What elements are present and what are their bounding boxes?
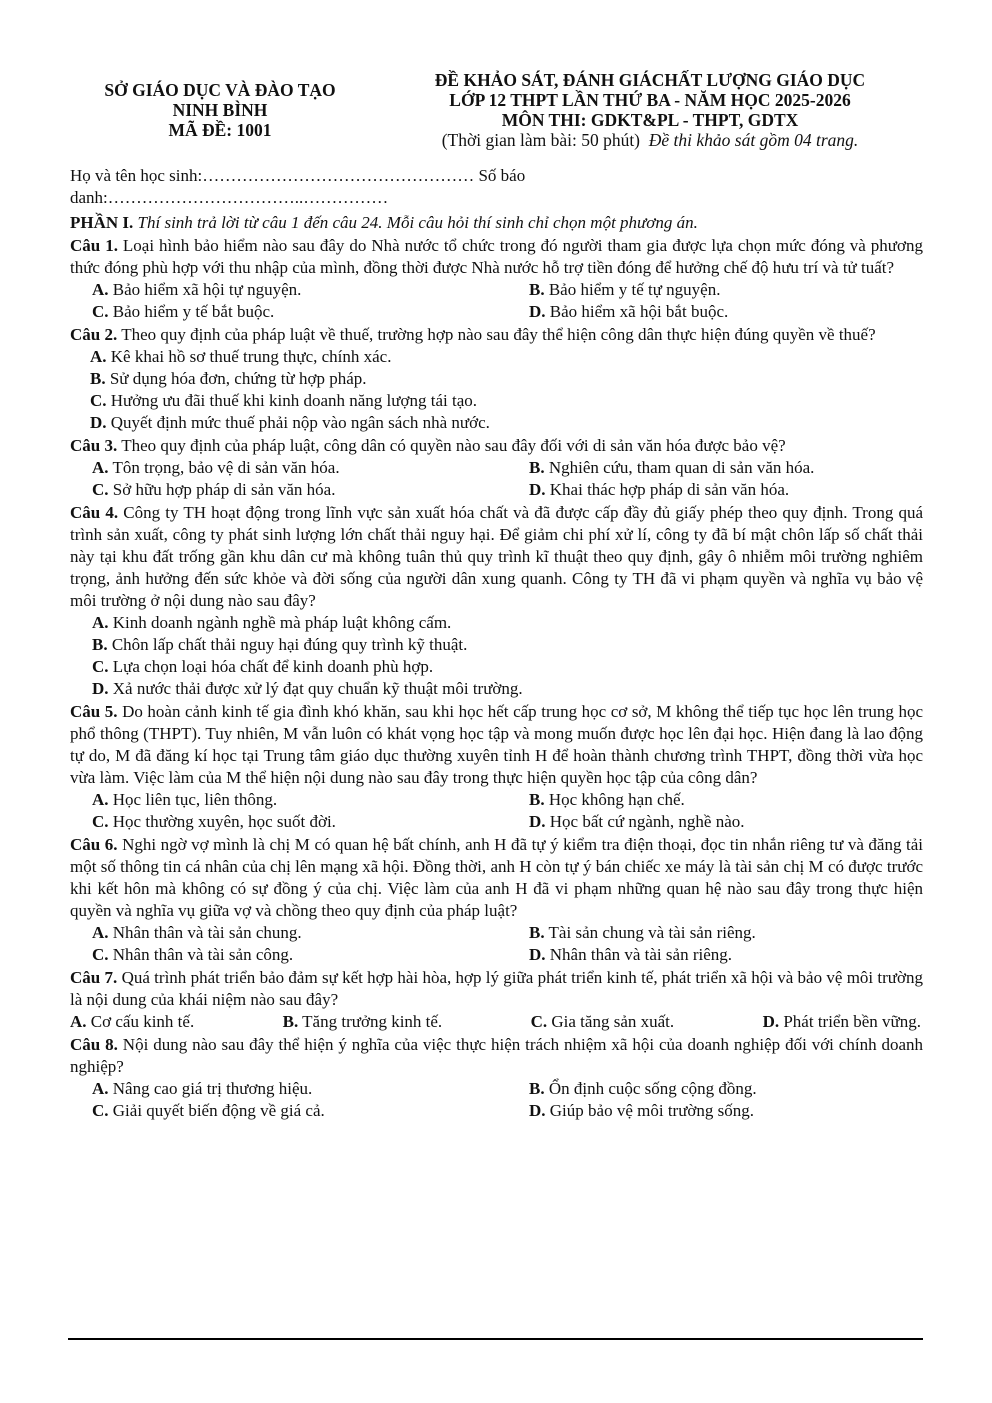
option: B. Tài sản chung và tài sản riêng.: [529, 923, 756, 942]
option: B. Học không hạn chế.: [529, 790, 685, 809]
options: [70, 1078, 923, 1122]
question-number: Câu 1.: [70, 236, 118, 255]
question-text: Do hoàn cảnh kinh tế gia đình khó khăn, sau khi học hết cấp trung học cơ sở, M không thể tiếp tục học lên trung học phổ thông (THPT). Tuy nhiên, M vẫn luôn có khát vọng học tập và mong muốn được học lên đại học. Hiện đang là lao động tự do, M đã đăng kí học tại Trung tâm giáo dục thường xuyên tỉnh H để hoàn thành chương trình THPT, đồng thời vừa học vừa làm. Việc làm của M thể hiện nội dung nào sau đây trong thực hiện quyền học tập của công dân?: [70, 702, 923, 787]
option: C. Lựa chọn loại hóa chất để kinh doanh phù hợp.: [92, 657, 434, 676]
options: [70, 789, 923, 833]
options: [70, 457, 923, 501]
part-instruction: Thí sinh trả lời từ câu 1 đến câu 24. Mỗi câu hỏi thí sinh chỉ chọn một phương án.: [137, 213, 698, 232]
option: A. Cơ cấu kinh tế.: [70, 1012, 195, 1031]
question: [70, 967, 923, 1011]
option: A. Học liên tục, liên thông.: [92, 790, 278, 809]
question-number: Câu 5.: [70, 702, 118, 721]
option: B. Tăng trưởng kinh tế.: [282, 1012, 443, 1031]
option: D. Giúp bảo vệ môi trường sống.: [529, 1101, 755, 1120]
exam-header: [70, 70, 923, 165]
option: D. Học bất cứ ngành, nghề nào.: [529, 812, 745, 831]
option: C. Học thường xuyên, học suốt đời.: [92, 812, 336, 831]
option: A. Bảo hiểm xã hội tự nguyện.: [92, 280, 302, 299]
question-number: Câu 4.: [70, 503, 119, 522]
province-name: NINH BÌNH: [172, 100, 268, 120]
question: [70, 1034, 923, 1078]
question-text: Quá trình phát triển bảo đảm sự kết hợp hài hòa, hợp lý giữa phát triển kinh tế, phát triển xã hội và bảo vệ môi trường là nội dung của khái niệm nào sau đây?: [70, 968, 924, 1009]
question-number: Câu 2.: [70, 325, 118, 344]
part-label: PHẦN I.: [70, 213, 134, 232]
option: B. Nghiên cứu, tham quan di sản văn hóa.: [529, 458, 815, 477]
exam-title: ĐỀ KHẢO SÁT, ĐÁNH GIÁCHẤT LƯỢNG GIÁO DỤC: [434, 70, 866, 90]
student-id-line: danh:……………………………..……………: [70, 188, 389, 207]
option: C. Bảo hiểm y tế bắt buộc.: [92, 302, 275, 321]
question-text: Nội dung nào sau đây thể hiện ý nghĩa của việc thực hiện trách nhiệm xã hội của doanh nghiệp đối với chính doanh nghiệp?: [70, 1035, 924, 1076]
exam-time: (Thời gian làm bài: 50 phút): [441, 130, 641, 150]
option: B. Chôn lấp chất thải nguy hại đúng quy trình kỹ thuật.: [92, 635, 468, 654]
question: [70, 834, 923, 922]
student-name-line: Họ và tên học sinh:………………………………………… Số báo: [70, 166, 526, 185]
options: [70, 612, 923, 700]
option: A. Tôn trọng, bảo vệ di sản văn hóa.: [92, 458, 340, 477]
question-text: Theo quy định của pháp luật, công dân có quyền nào sau đây đối với di sản văn hóa được bảo vệ?: [121, 436, 786, 455]
option: B. Ổn định cuộc sống cộng đồng.: [529, 1079, 757, 1098]
question: [70, 235, 923, 279]
exam-code: MÃ ĐỀ: 1001: [168, 120, 272, 140]
department-block: [80, 80, 360, 140]
question-number: Câu 8.: [70, 1035, 118, 1054]
question-text: Theo quy định của pháp luật về thuế, trường hợp nào sau đây thể hiện công dân thực hiện đúng quyền về thuế?: [121, 325, 876, 344]
question: [70, 435, 923, 457]
exam-page: [70, 70, 923, 1122]
exam-subject: MÔN THI: GDKT&PL - THPT, GDTX: [501, 110, 799, 130]
option: C. Sở hữu hợp pháp di sản văn hóa.: [92, 480, 336, 499]
question: [70, 324, 923, 346]
exam-title-block: [370, 70, 930, 150]
option: A. Nhân thân và tài sản chung.: [92, 923, 302, 942]
question-text: Nghi ngờ vợ mình là chị M có quan hệ bất chính, anh H đã tự ý kiểm tra điện thoại, đọc tin nhắn riêng tư và đăng tải một số thông tin cá nhân của chị lên mạng xã hội. Đồng thời, anh H còn tự ý bán chiếc xe máy là tài sản chị M có được trước khi kết hôn mà không có sự đồng ý của chị. Việc làm của anh H đã vi phạm những quan hệ nào sau đây trong thực hiện quyền và nghĩa vụ giữa vợ và chồng theo quy định của pháp luật?: [70, 835, 923, 920]
options: [70, 279, 923, 323]
question: [70, 701, 923, 789]
option: C. Hưởng ưu đãi thuế khi kinh doanh năng lượng tái tạo.: [90, 391, 477, 410]
option: D. Phát triển bền vững.: [762, 1012, 921, 1031]
option: B. Bảo hiểm y tế tự nguyện.: [529, 280, 721, 299]
options: [70, 1011, 923, 1033]
question-text: Công ty TH hoạt động trong lĩnh vực sản xuất hóa chất và đã được cấp đầy đủ giấy phép theo quy định. Trong quá trình sản xuất, công ty phát sinh lượng lớn chất thải nguy hại. Để giảm chi phí xử lí, công ty đã bí mật chôn lấp số chất thải này tại khu đất trống gần khu dân cư mà không tuân thủ quy trình kĩ thuật theo quy định, gây ô nhiễm môi trường nghiêm trọng, ảnh hưởng đến sức khỏe và đời sống của người dân xung quanh. Công ty TH đã vi phạm quyền và nghĩa vụ bảo vệ môi trường ở nội dung nào sau đây?: [70, 503, 924, 610]
option: C. Nhân thân và tài sản công.: [92, 945, 294, 964]
question-number: Câu 6.: [70, 835, 118, 854]
option: B. Sử dụng hóa đơn, chứng từ hợp pháp.: [90, 369, 367, 388]
option: D. Xả nước thải được xử lý đạt quy chuẩn kỹ thuật môi trường.: [92, 679, 523, 698]
options: [70, 346, 923, 434]
option: C. Gia tăng sản xuất.: [530, 1012, 675, 1031]
option: A. Kê khai hồ sơ thuế trung thực, chính xác.: [90, 347, 392, 366]
question-number: Câu 7.: [70, 968, 118, 987]
option: C. Giải quyết biến động về giá cả.: [92, 1101, 325, 1120]
option: D. Khai thác hợp pháp di sản văn hóa.: [529, 480, 790, 499]
option: D. Quyết định mức thuế phải nộp vào ngân sách nhà nước.: [90, 413, 490, 432]
question-number: Câu 3.: [70, 436, 118, 455]
option: D. Nhân thân và tài sản riêng.: [529, 945, 732, 964]
option: D. Bảo hiểm xã hội bắt buộc.: [529, 302, 729, 321]
part-heading: [70, 211, 923, 234]
options: [70, 922, 923, 966]
option: A. Kinh doanh ngành nghề mà pháp luật không cấm.: [92, 613, 452, 632]
question-text: Loại hình bảo hiểm nào sau đây do Nhà nước tổ chức trong đó người tham gia được lựa chọn mức đóng và phương thức đóng phù hợp với thu nhập của mình, đồng thời được Nhà nước hỗ trợ tiền đóng để hưởng chế độ hưu trí và tử tuất?: [70, 236, 924, 277]
option: A. Nâng cao giá trị thương hiệu.: [92, 1079, 313, 1098]
footer-divider: [68, 1338, 923, 1340]
department-name: SỞ GIÁO DỤC VÀ ĐÀO TẠO: [104, 80, 336, 100]
exam-pages-note: Đề thi khảo sát gồm 04 trang.: [648, 130, 859, 150]
question: [70, 502, 923, 612]
exam-grade-year: LỚP 12 THPT LẦN THỨ BA - NĂM HỌC 2025-2026: [449, 90, 851, 110]
exam-time-row: [370, 130, 930, 150]
